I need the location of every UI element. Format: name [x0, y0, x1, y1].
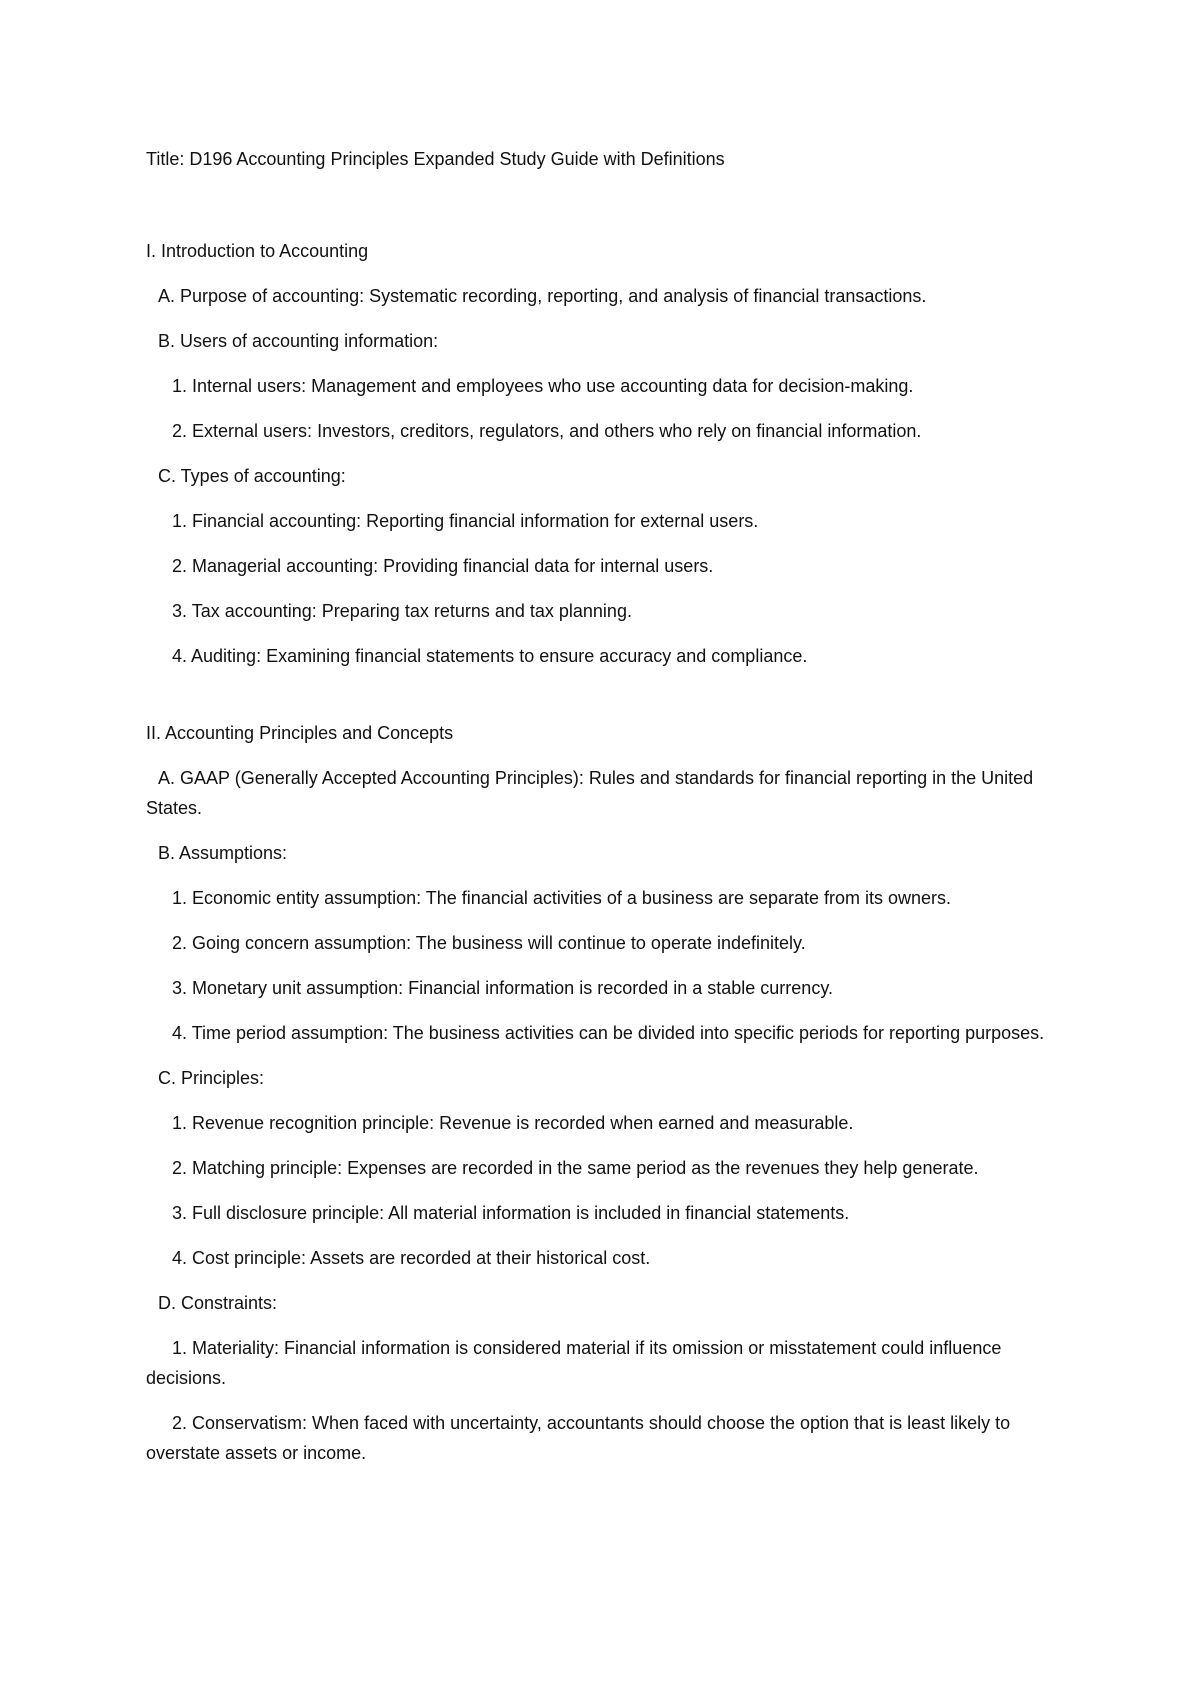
section-heading-introduction: I. Introduction to Accounting — [146, 241, 369, 261]
document-body — [146, 144, 1066, 1483]
subitem-going-concern: 2. Going concern assumption: The business will continue to operate indefinitely. — [172, 933, 806, 953]
subitem-cost-principle: 4. Cost principle: Assets are recorded at their historical cost. — [172, 1248, 651, 1268]
item-constraints: D. Constraints: — [158, 1293, 278, 1313]
item-principles: C. Principles: — [158, 1068, 265, 1088]
subitem-financial-accounting: 1. Financial accounting: Reporting financial information for external users. — [172, 511, 759, 531]
document-title: Title: D196 Accounting Principles Expanded Study Guide with Definitions — [146, 149, 725, 169]
subitem-materiality: 1. Materiality: Financial information is considered material if its omission or misstatement could influence decisions. — [146, 1338, 1002, 1388]
item-purpose-of-accounting: A. Purpose of accounting: Systematic recording, reporting, and analysis of financial transactions. — [158, 286, 927, 306]
subitem-auditing: 4. Auditing: Examining financial statements to ensure accuracy and compliance. — [172, 646, 808, 666]
item-gaap: A. GAAP (Generally Accepted Accounting Principles): Rules and standards for financial reporting in the United States. — [146, 768, 1034, 818]
subitem-revenue-recognition: 1. Revenue recognition principle: Revenue is recorded when earned and measurable. — [172, 1113, 854, 1133]
subitem-economic-entity: 1. Economic entity assumption: The financial activities of a business are separate from its owners. — [172, 888, 952, 908]
subitem-full-disclosure: 3. Full disclosure principle: All material information is included in financial statements. — [172, 1203, 850, 1223]
section-heading-principles-concepts: II. Accounting Principles and Concepts — [146, 723, 454, 743]
item-assumptions: B. Assumptions: — [158, 843, 288, 863]
subitem-internal-users: 1. Internal users: Management and employees who use accounting data for decision-making. — [172, 376, 914, 396]
subitem-conservatism: 2. Conservatism: When faced with uncertainty, accountants should choose the option that is least likely to overstate assets or income. — [146, 1413, 1011, 1463]
subitem-monetary-unit: 3. Monetary unit assumption: Financial information is recorded in a stable currency. — [172, 978, 833, 998]
subitem-tax-accounting: 3. Tax accounting: Preparing tax returns and tax planning. — [172, 601, 632, 621]
item-users-of-accounting-info: B. Users of accounting information: — [158, 331, 439, 351]
subitem-external-users: 2. External users: Investors, creditors, regulators, and others who rely on financial information. — [172, 421, 922, 441]
item-types-of-accounting: C. Types of accounting: — [158, 466, 346, 486]
subitem-matching-principle: 2. Matching principle: Expenses are recorded in the same period as the revenues they help generate. — [172, 1158, 979, 1178]
subitem-time-period: 4. Time period assumption: The business activities can be divided into specific periods for reporting purposes. — [172, 1023, 1045, 1043]
subitem-managerial-accounting: 2. Managerial accounting: Providing financial data for internal users. — [172, 556, 714, 576]
